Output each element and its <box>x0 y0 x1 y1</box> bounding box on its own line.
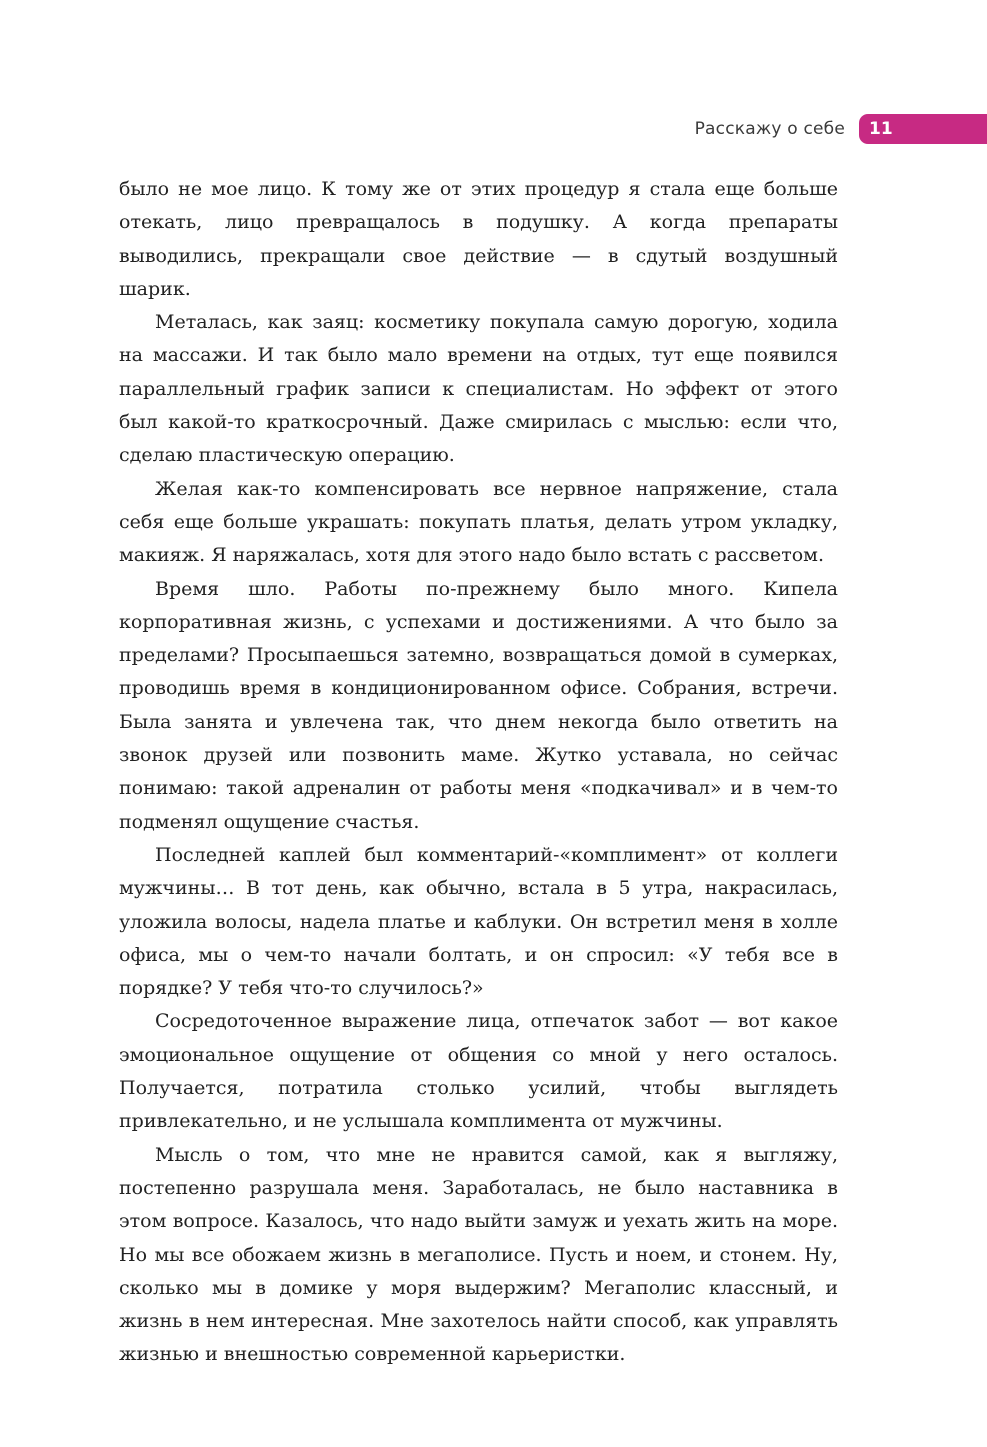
paragraph-3: Желая как-то компенсировать все нервное напряжение, стала себя еще больше украшать: покупать платья, делать утром укладку, макияж. Я наряжалась, хотя для этого надо было встать с рассветом. <box>119 477 838 567</box>
paragraph-2: Металась, как заяц: косметику покупала самую дорогую, ходила на массажи. И так было мало времени на отдых, тут еще появился параллельный график записи к специалистам. Но эффект от этого был какой-то краткосрочный. Даже смирилась с мыслью: если что, сделаю пластическую операцию. <box>119 311 838 467</box>
paragraph-6: Сосредоточенное выражение лица, отпечаток забот — вот какое эмоциональное ощущение от общения со мной у него осталось. Получается, потратила столько усилий, чтобы выглядеть привлекательно, и не услышала комплимента от мужчины. <box>119 1010 838 1133</box>
paragraph-5: Последней каплей был комментарий-«комплимент» от коллеги мужчины… В тот день, как обычно, встала в 5 утра, накрасилась, уложила волосы, надела платье и каблуки. Он встретил меня в холле офиса, мы о чем-то начали болтать, и он спросил: «У тебя все в порядке? У тебя что-то случилось?» <box>119 843 838 1000</box>
running-header <box>695 114 987 144</box>
body-text <box>119 173 838 1372</box>
page-number-tab <box>859 114 987 144</box>
chapter-title: Расскажу о себе <box>694 119 845 139</box>
paragraph-4: Время шло. Работы по-прежнему было много. Кипела корпоративная жизнь, с успехами и достижениями. А что было за пределами? Просыпаешься затемно, возвращаться домой в сумерках, проводишь время в кондиционированном офисе. Собрания, встречи. Была занята и увлечена так, что днем некогда было ответить на звонок друзей или позвонить маме. Жутко уставала, но сейчас понимаю: такой адреналин от работы меня «подкачивал» и в чем-то подменял ощущение счастья. <box>119 577 838 833</box>
paragraph-1: было не мое лицо. К тому же от этих процедур я стала еще больше отекать, лицо превращалось в подушку. А когда препараты выводились, прекращали свое действие — в сдутый воздушный шарик. <box>119 178 838 300</box>
paragraph-7: Мысль о том, что мне не нравится самой, как я выгляжу, постепенно разрушала меня. Заработалась, не было наставника в этом вопросе. Казалось, что надо выйти замуж и уехать жить на море. Но мы все обожаем жизнь в мегаполисе. Пусть и ноем, и стонем. Ну, сколько мы в домике у моря выдержим? Мегаполис классный, и жизнь в нем интересная. Мне захотелось найти способ, как управлять жизнью и внешностью современной карьеристки. <box>119 1143 838 1366</box>
page-number: 11 <box>869 119 893 139</box>
